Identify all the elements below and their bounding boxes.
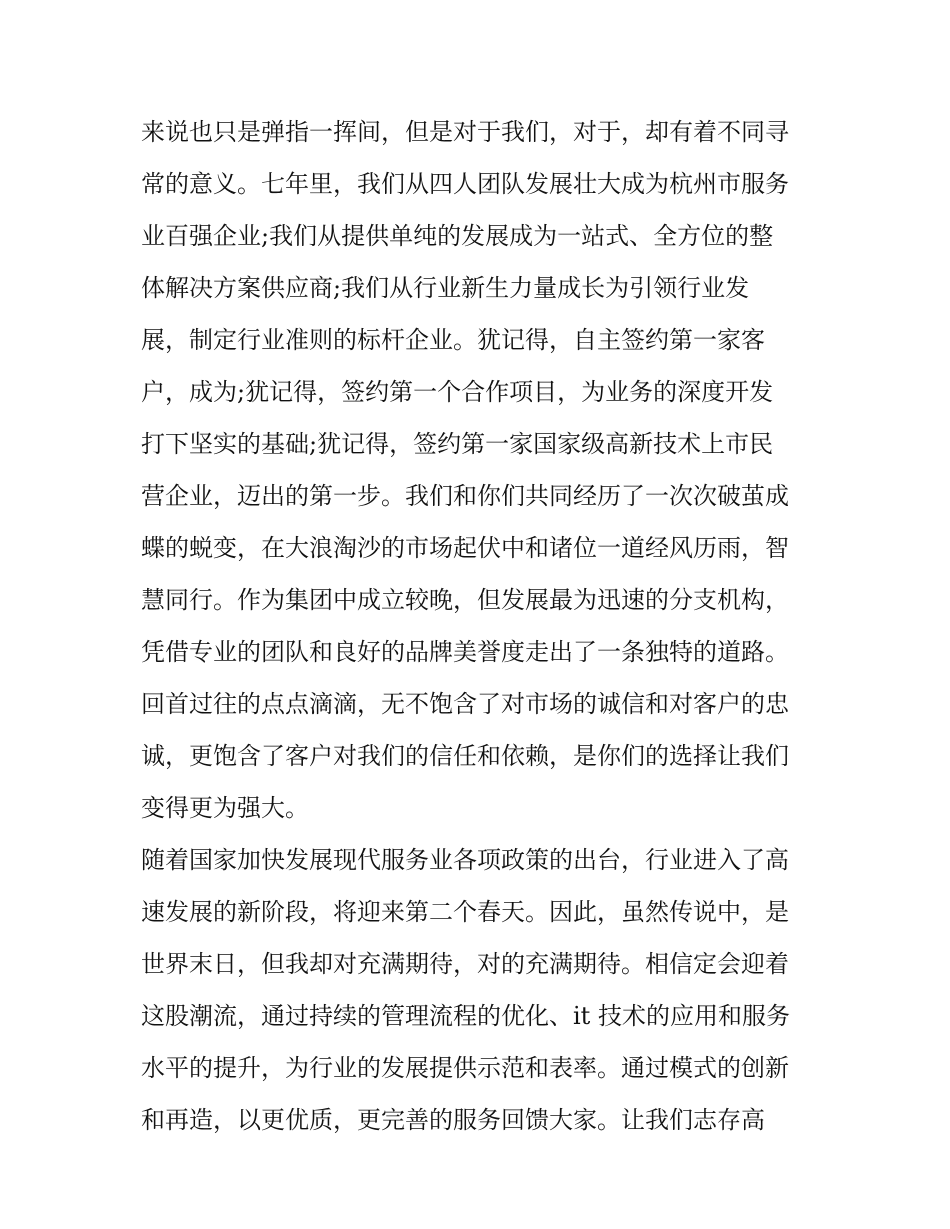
- text-line: 变得更为强大。: [141, 794, 309, 822]
- text-line: 展，制定行业准则的标杆企业。犹记得，自主签约第一家客: [141, 326, 765, 354]
- text-line: 速发展的新阶段，将迎来第二个春天。因此，虽然传说中，是: [141, 898, 789, 926]
- text-line: 诚，更饱含了客户对我们的信任和依赖，是你们的选择让我们: [141, 742, 789, 770]
- document-body: [141, 106, 821, 1146]
- text-line: 体解决方案供应商;我们从行业新生力量成长为引领行业发: [141, 274, 750, 302]
- text-line: 来说也只是弹指一挥间，但是对于我们，对于，却有着不同寻: [141, 118, 789, 146]
- text-line: 水平的提升，为行业的发展提供示范和表率。通过模式的创新: [141, 1054, 789, 1082]
- text-line: 慧同行。作为集团中成立较晚，但发展最为迅速的分支机构，: [141, 586, 789, 614]
- text-line: 随着国家加快发展现代服务业各项政策的出台，行业进入了高: [141, 846, 789, 874]
- text-line: 回首过往的点点滴滴，无不饱含了对市场的诚信和对客户的忠: [141, 690, 789, 718]
- text-line: 和再造，以更优质，更完善的服务回馈大家。让我们志存高: [141, 1106, 765, 1134]
- text-line: 业百强企业;我们从提供单纯的发展成为一站式、全方位的整: [141, 222, 774, 250]
- text-line: 世界末日，但我却对充满期待，对的充满期待。相信定会迎着: [141, 950, 789, 978]
- text-line: 这股潮流，通过持续的管理流程的优化、it 技术的应用和服务: [141, 1002, 790, 1030]
- text-line: 蝶的蜕变，在大浪淘沙的市场起伏中和诸位一道经风历雨，智: [141, 534, 789, 562]
- text-line: 凭借专业的团队和良好的品牌美誉度走出了一条独特的道路。: [141, 638, 789, 666]
- text-line: 打下坚实的基础;犹记得，签约第一家国家级高新技术上市民: [141, 430, 774, 458]
- text-line: 户，成为;犹记得，签约第一个合作项目，为业务的深度开发: [141, 378, 774, 406]
- text-line: 营企业，迈出的第一步。我们和你们共同经历了一次次破茧成: [141, 482, 789, 510]
- text-line: 常的意义。七年里，我们从四人团队发展壮大成为杭州市服务: [141, 170, 789, 198]
